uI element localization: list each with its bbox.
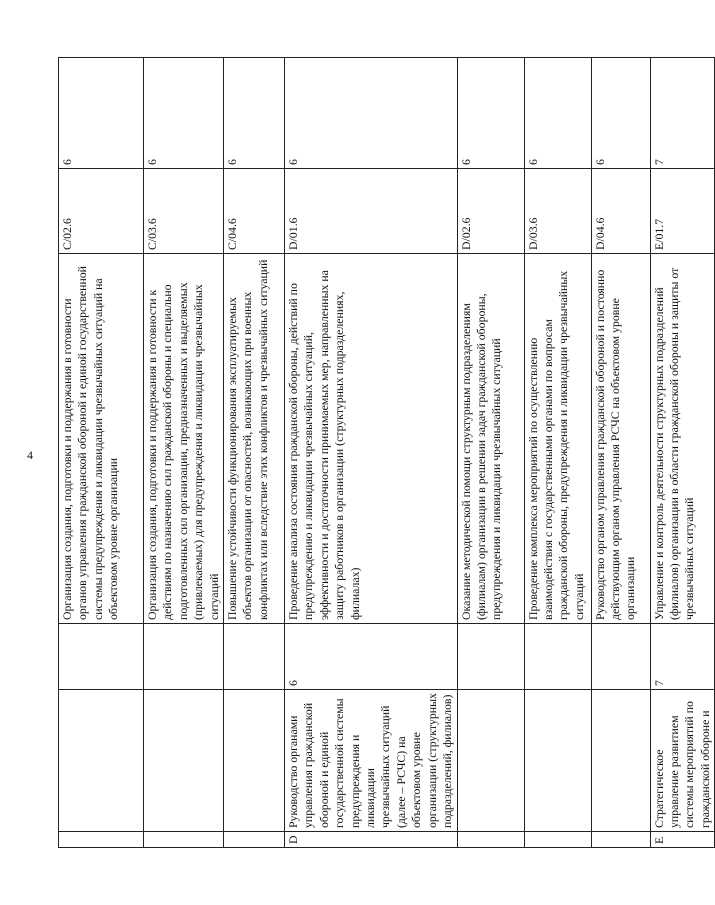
labor-function-code: D/02.6 — [457, 169, 524, 254]
generalized-function-code: E — [650, 832, 715, 848]
labor-function-level: 6 — [144, 58, 224, 169]
table-row — [650, 58, 715, 848]
labor-function-name: Повышение устойчивости функционирования эксплуатируемых объектов организации от опасностей, возникающих при военных конфликтах или вследствие этих конфликтов и чрезвычайных ситуаций — [224, 254, 285, 624]
professional-standard-table — [58, 57, 715, 848]
qualification-level — [144, 624, 224, 690]
qualification-level: 6 — [285, 624, 457, 690]
labor-function-level: 6 — [591, 58, 650, 169]
table-row — [144, 58, 224, 848]
generalized-function-code — [457, 832, 524, 848]
labor-function-code: E/01.7 — [650, 169, 715, 254]
labor-function-code: C/02.6 — [59, 169, 144, 254]
generalized-function-name — [457, 690, 524, 832]
table-row — [457, 58, 524, 848]
labor-function-code: D/04.6 — [591, 169, 650, 254]
labor-function-code: C/03.6 — [144, 169, 224, 254]
labor-function-name: Оказание методической помощи структурным подразделениям (филиалам) организации в решении задач гражданской обороны, предупреждения и ликвидации чрезвычайных ситуаций — [457, 254, 524, 624]
table-row — [591, 58, 650, 848]
qualification-level — [457, 624, 524, 690]
qualification-level: 7 — [650, 624, 715, 690]
table-row — [59, 58, 144, 848]
generalized-function-code — [144, 832, 224, 848]
labor-function-level: 6 — [285, 58, 457, 169]
generalized-function-code — [224, 832, 285, 848]
table-row — [285, 58, 457, 848]
labor-function-level: 6 — [59, 58, 144, 169]
generalized-function-name — [591, 690, 650, 832]
labor-function-level: 7 — [650, 58, 715, 169]
labor-function-code: C/04.6 — [224, 169, 285, 254]
generalized-function-name — [524, 690, 591, 832]
labor-function-name: Организация создания, подготовки и поддержания в готовности к действиям по назначению сил гражданской обороны и специально подготовленных сил организации, предназначенных и выделяемых (привлекаемых) для предупреждения и ликвидации чрезвычайных ситуаций — [144, 254, 224, 624]
labor-function-name: Проведение комплекса мероприятий по осуществлению взаимодействия с государственными органами по вопросам гражданской обороны, предупреждения и ликвидации чрезвычайных ситуаций — [524, 254, 591, 624]
labor-function-level: 6 — [524, 58, 591, 169]
labor-function-name: Проведение анализа состояния гражданской обороны, действий по предупреждению и ликвидации чрезвычайных ситуаций, эффективности и достаточности принимаемых мер, направленных на защиту работников в организации (структурных подразделениях, филиалах) — [285, 254, 457, 624]
generalized-function-code: D — [285, 832, 457, 848]
qualification-level — [224, 624, 285, 690]
qualification-level — [591, 624, 650, 690]
labor-function-name: Организация создания, подготовки и поддержания в готовности органов управления гражданской обороной и единой государственной системы предупреждения и ликвидации чрезвычайных ситуаций на объектовом уровне организации — [59, 254, 144, 624]
labor-function-level: 6 — [224, 58, 285, 169]
labor-function-code: D/01.6 — [285, 169, 457, 254]
rotated-table-container — [58, 58, 712, 848]
labor-function-code: D/03.6 — [524, 169, 591, 254]
generalized-function-name — [144, 690, 224, 832]
page-number: 4 — [27, 448, 33, 462]
qualification-level — [524, 624, 591, 690]
labor-function-name: Руководство органом управления гражданской обороной и постоянно действующим органом управления РСЧС на объектовом уровне организации — [591, 254, 650, 624]
generalized-function-name: Руководство органами управления гражданской обороной и единой государственной системы предупреждения и ликвидации чрезвычайных ситуаций (далее – РСЧС) на объектовом уровне организации (структурных подразделений, филиалов) — [285, 690, 457, 832]
qualification-level — [59, 624, 144, 690]
table-row — [224, 58, 285, 848]
generalized-function-name — [224, 690, 285, 832]
generalized-function-name — [59, 690, 144, 832]
generalized-function-code — [524, 832, 591, 848]
labor-function-name: Управление и контроль деятельности структурных подразделений (филиалов) организации в области гражданской обороны и защиты от чрезвычайных ситуаций — [650, 254, 715, 624]
generalized-function-name: Стратегическое управление развитием системы мероприятий по гражданской обороне и — [650, 690, 715, 832]
table-row — [524, 58, 591, 848]
labor-function-level: 6 — [457, 58, 524, 169]
generalized-function-code — [591, 832, 650, 848]
generalized-function-code — [59, 832, 144, 848]
